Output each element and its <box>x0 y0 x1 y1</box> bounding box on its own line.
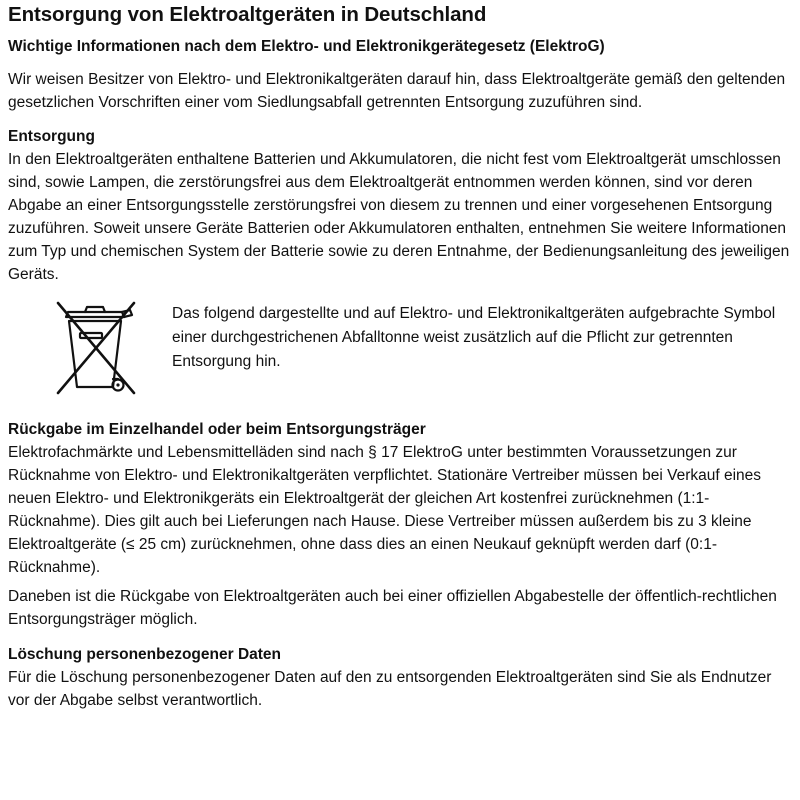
section-heading-entsorgung: Entsorgung <box>8 128 95 145</box>
page-subtitle: Wichtige Informationen nach dem Elektro- und Elektronikgerätegesetz (ElektroG) <box>8 38 605 55</box>
section-text-rueckgabe-2: Daneben ist die Rückgabe von Elektroaltgeräten auch bei einer offiziellen Abgabestelle der öffentlich-rechtlichen Entsorgungsträger möglich. <box>8 588 777 628</box>
crossed-out-wheelie-bin-icon <box>8 299 172 397</box>
section-text-loeschung: Für die Löschung personenbezogener Daten auf den zu entsorgenden Elektroaltgeräten sind Sie als Endnutzer vor der Abgabe selbst verantwortlich. <box>8 669 772 709</box>
section-text-entsorgung: In den Elektroaltgeräten enthaltene Batterien und Akkumulatoren, die nicht fest vom Elektroaltgerät umschlossen sind, sowie Lampen, die zerstörungsfrei aus dem Elektroaltgerät entnommen werden können, sind vor deren Abgabe an einer Entsorgungsstelle zerstörungsfrei von diesem zu trennen und einer vorgesehenen Entsorgung zuzuführen. Soweit unsere Geräte Batterien oder Akkumulatoren enthalten, entnehmen Sie weitere Informationen zum Typ und chemischen System der Batterie sowie zu deren Entnahme, der Bedienungsanleitung des jeweiligen Geräts. <box>8 151 790 283</box>
section-heading-rueckgabe: Rückgabe im Einzelhandel oder beim Entsorgungsträger <box>8 421 426 438</box>
symbol-text: Das folgend dargestellte und auf Elektro- und Elektronikaltgeräten aufgebrachte Symbol einer durchgestrichenen Abfalltonne weist zusätzlich auf die Pflicht zur getrennten Entsorgung hin. <box>172 305 776 370</box>
symbol-description <box>172 299 790 374</box>
page-title: Entsorgung von Elektroaltgeräten in Deutschland <box>8 3 487 26</box>
section-heading-loeschung: Löschung personenbezogener Daten <box>8 646 282 663</box>
intro-paragraph: Wir weisen Besitzer von Elektro- und Elektronikaltgeräten darauf hin, dass Elektroaltgeräte gemäß den geltenden gesetzlichen Vorschriften einer vom Siedlungsabfall getrennten Entsorgung zuzuführen sind. <box>8 71 786 111</box>
symbol-block <box>8 299 790 409</box>
section-text-rueckgabe-1: Elektrofachmärkte und Lebensmittelläden sind nach § 17 ElektroG unter bestimmten Voraussetzungen zur Rücknahme von Elektro- und Elektronikaltgeräten verpflichtet. Stationäre Vertreiber müssen bei Verkauf eines neuen Elektro- und Elektronikgeräts ein Elektroaltgerät der gleichen Art kostenfrei zurücknehmen (1:1-Rücknahme). Dies gilt auch bei Lieferungen nach Hause. Diese Vertreiber müssen außerdem bis zu 3 kleine Elektroaltgeräte (≤ 25 cm) zurücknehmen, ohne dass dies an einen Neukauf geknüpft werden darf (0:1-Rücknahme). <box>8 444 762 576</box>
